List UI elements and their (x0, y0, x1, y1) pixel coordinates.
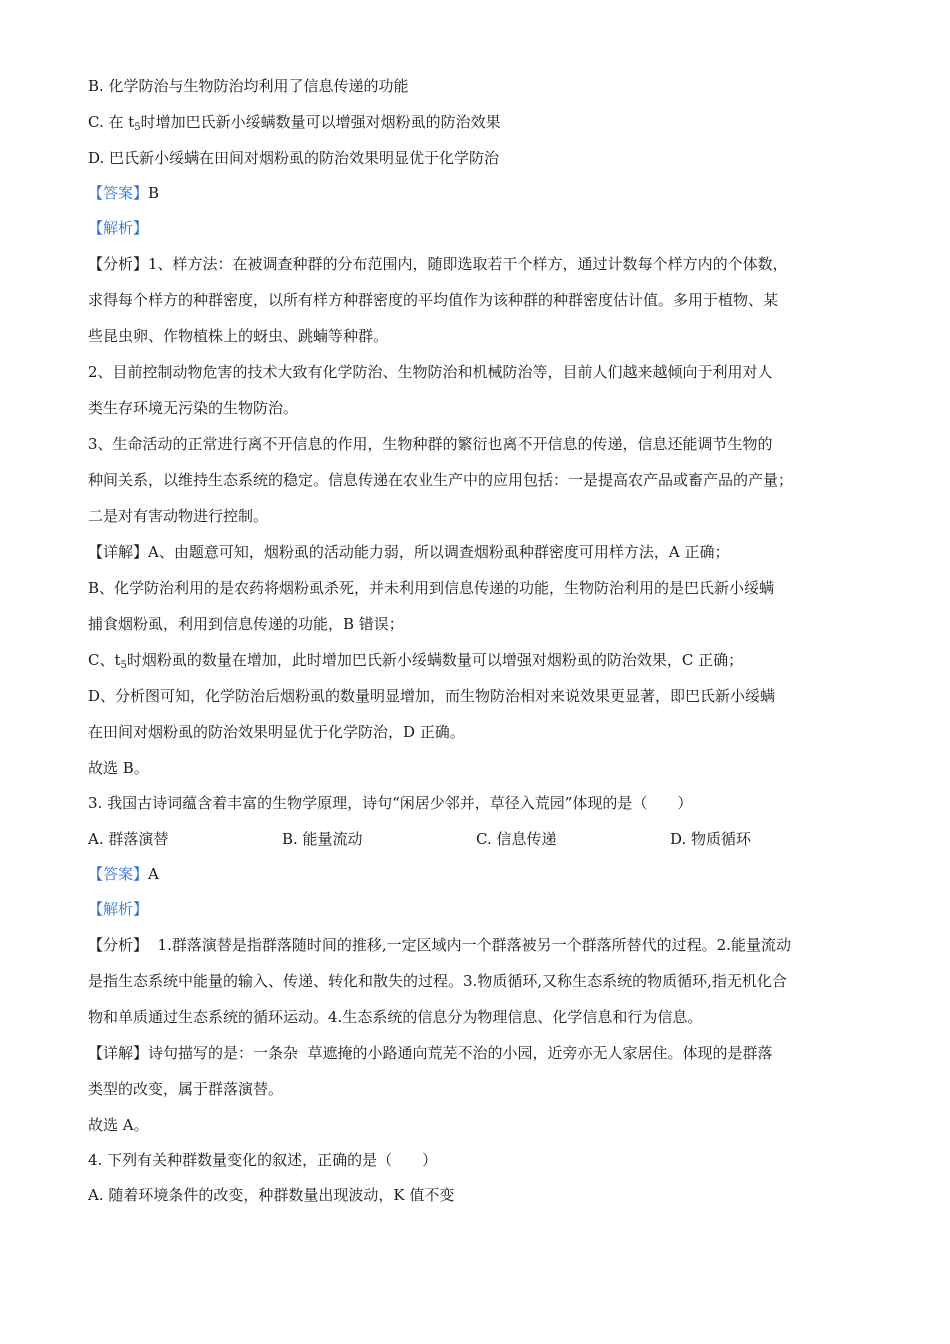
q4-option-a: A. 随着环境条件的改变，种群数量出现波动，K 值不变 (88, 1186, 455, 1204)
q2-xiangjie-c-post: 时烟粉虱的数量在增加，此时增加巴氏新小绥螨数量可以增强对烟粉虱的防治效果，C 正确； (126, 651, 744, 669)
q2-xiangjie-d2: 在田间对烟粉虱的防治效果明显优于化学防治，D 正确。 (88, 723, 465, 741)
q2-xiangjie-a (88, 542, 729, 562)
q3-option-b: B. 能量流动 (282, 830, 363, 848)
q3-option-d: D. 物质循环 (670, 830, 752, 848)
q2-xiangjie-b1: B、化学防治利用的是农药将烟粉虱杀死，并未利用到信息传递的功能，生物防治利用的是巴氏新小绥螨 (88, 579, 775, 597)
q3-fenxi-a-text: 1.群落演替是指群落随时间的推移,一定区域内一个群落被另一个群落所替代的过程。2.能量流动 (148, 936, 791, 954)
q3-analysis-tag: 【解析】 (88, 900, 149, 918)
q2-answer-tag: 【答案】 (88, 184, 149, 202)
q2-fenxi-1b: 求得每个样方的种群密度，以所有样方种群密度的平均值作为该种群的种群密度估计值。多用于植物、某 (88, 291, 779, 309)
q2-fenxi-2a: 2、目前控制动物危害的技术大致有化学防治、生物防治和机械防治等，目前人们越来越倾向于利用对人 (88, 363, 773, 381)
q3-fenxi-tag: 【分析】 (88, 936, 149, 954)
q2-option-d: D. 巴氏新小绥螨在田间对烟粉虱的防治效果明显优于化学防治 (88, 149, 500, 167)
q2-fenxi-1a-text: 1、样方法：在被调查种群的分布范围内，随即选取若干个样方，通过计数每个样方内的个体数， (148, 255, 788, 273)
q3-stem: 3. 我国古诗词蕴含着丰富的生物学原理，诗句“闲居少邻并，草径入荒园”体现的是（ ） (88, 794, 693, 812)
q3-fenxi-b: 是指生态系统中能量的输入、传递、转化和散失的过程。3.物质循环,又称生态系统的物质循环,指无机化合 (88, 972, 787, 990)
q3-xiangjie-tag: 【详解】 (88, 1044, 149, 1062)
q2-xiangjie-b2: 捕食烟粉虱，利用到信息传递的功能，B 错误； (88, 615, 404, 633)
q2-fenxi-3c: 二是对有害动物进行控制。 (88, 507, 269, 525)
q2-option-c-sub: 5 (134, 122, 141, 133)
q4-stem: 4. 下列有关种群数量变化的叙述，正确的是（ ） (88, 1151, 438, 1169)
q3-fenxi-c: 物和单质通过生态系统的循环运动。4.生态系统的信息分为物理信息、化学信息和行为信息。 (88, 1008, 703, 1026)
q3-answer (88, 864, 159, 884)
q2-xiangjie-c (88, 650, 743, 676)
q3-option-a: A. 群落演替 (88, 830, 169, 848)
q2-fenxi-3b: 种间关系，以维持生态系统的稳定。信息传递在农业生产中的应用包括：一是提高农产品或畜产品的产量； (88, 471, 794, 489)
q2-option-c-pre: C. 在 t (88, 113, 135, 131)
q3-answer-tag: 【答案】 (88, 865, 149, 883)
q2-xiangjie-c-pre: C、t (88, 651, 121, 669)
q2-xiangjie-d1: D、分析图可知，化学防治后烟粉虱的数量明显增加，而生物防治相对来说效果更显著，即巴氏新小绥螨 (88, 687, 776, 705)
q3-conclusion: 故选 A。 (88, 1116, 149, 1134)
q2-analysis-tag: 【解析】 (88, 219, 149, 237)
q2-xiangjie-c-sub: 5 (120, 660, 127, 671)
q2-option-c (88, 112, 501, 138)
q2-fenxi-tag: 【分析】 (88, 255, 149, 273)
q3-xiangjie-a-text: 诗句描写的是：一条杂 草遮掩的小路通向荒芜不治的小园，近旁亦无人家居住。体现的是群落 (148, 1044, 773, 1062)
q2-answer (88, 183, 159, 203)
q3-xiangjie-b: 类型的改变，属于群落演替。 (88, 1080, 284, 1098)
q2-answer-value: B (148, 184, 160, 202)
q2-fenxi-1a (88, 254, 788, 274)
q3-answer-value: A (148, 865, 159, 883)
q3-fenxi-a (88, 935, 791, 955)
q2-fenxi-2b: 类生存环境无污染的生物防治。 (88, 399, 299, 417)
q2-xiangjie-tag: 【详解】 (88, 543, 149, 561)
q2-fenxi-3a: 3、生命活动的正常进行离不开信息的作用，生物种群的繁衍也离不开信息的传递，信息还能调节生物的 (88, 435, 773, 453)
q3-option-c: C. 信息传递 (476, 830, 557, 848)
q2-conclusion: 故选 B。 (88, 759, 149, 777)
q2-xiangjie-a-text: A、由题意可知，烟粉虱的活动能力弱，所以调查烟粉虱种群密度可用样方法，A 正确； (148, 543, 730, 561)
q3-xiangjie-a (88, 1043, 773, 1063)
q2-fenxi-1c: 些昆虫卵、作物植株上的蚜虫、跳蝻等种群。 (88, 327, 389, 345)
q2-option-c-post: 时增加巴氏新小绥螨数量可以增强对烟粉虱的防治效果 (140, 113, 501, 131)
q2-option-b: B. 化学防治与生物防治均利用了信息传递的功能 (88, 77, 409, 95)
